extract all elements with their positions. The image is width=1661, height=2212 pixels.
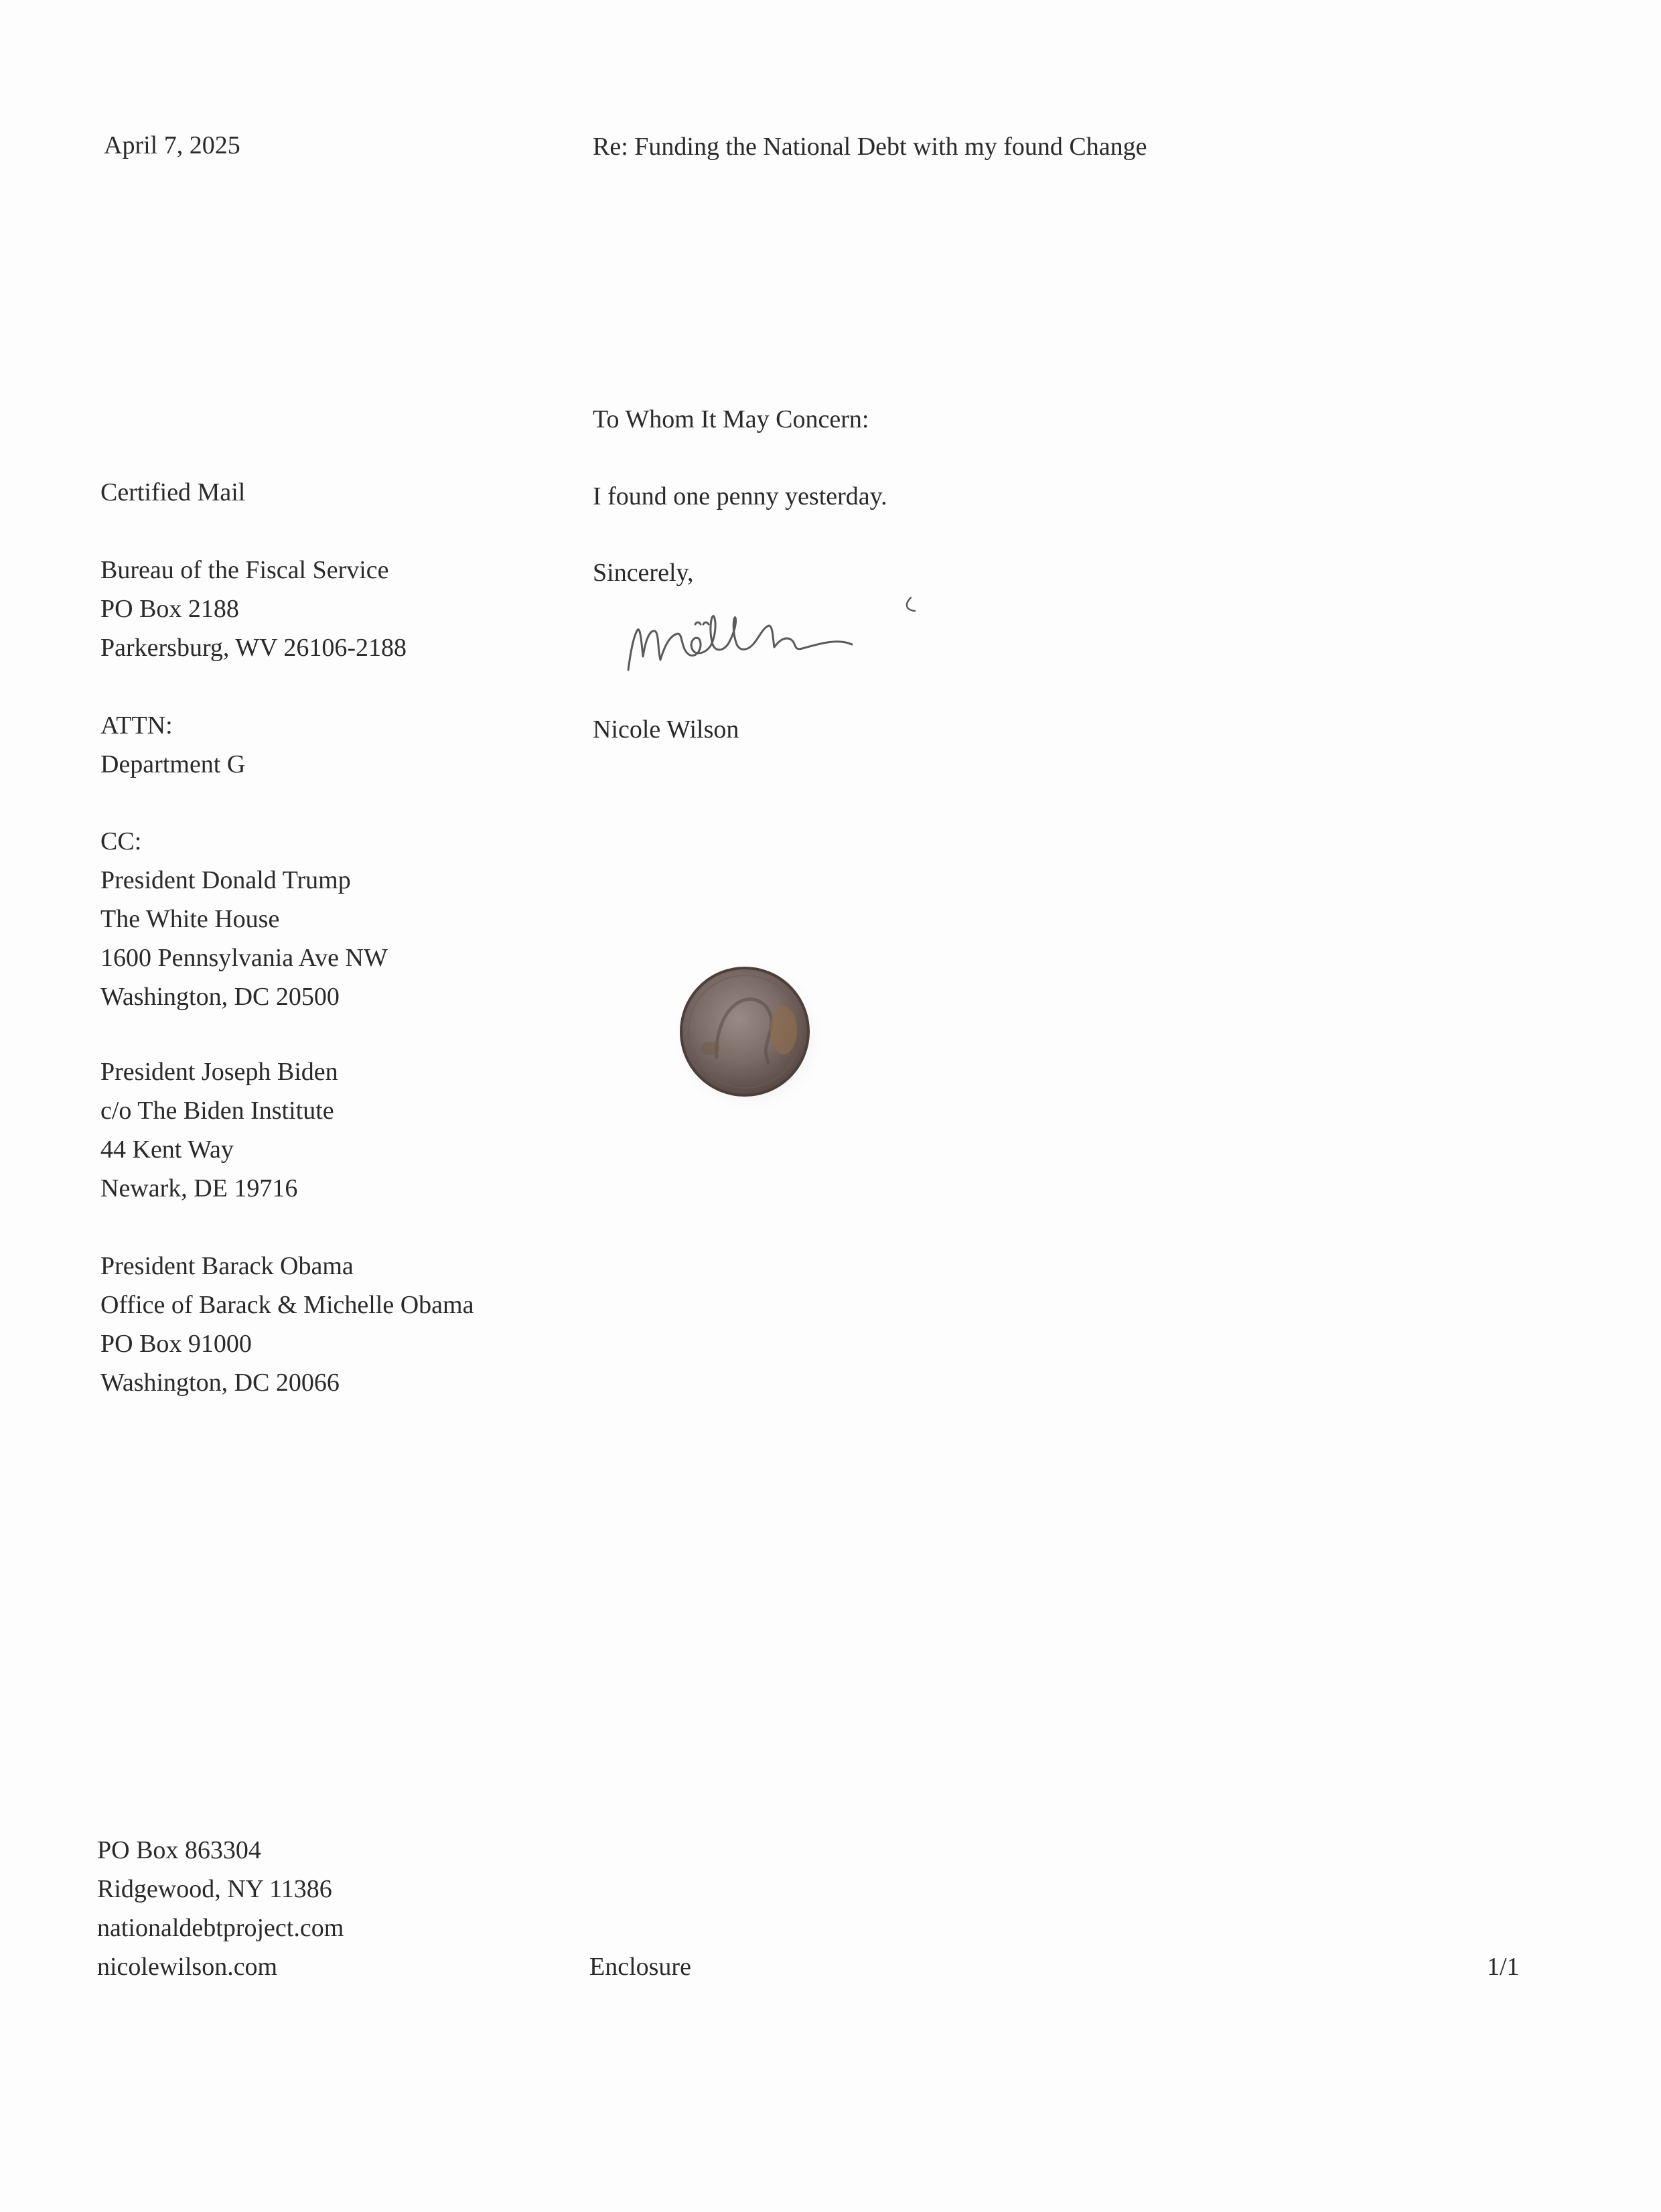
closing: Sincerely, [593, 559, 694, 587]
address-line: President Donald Trump [100, 866, 351, 894]
address-line: PO Box 2188 [100, 595, 239, 623]
address-line: 44 Kent Way [100, 1135, 234, 1164]
penny-image [663, 951, 830, 1119]
address-line: Bureau of the Fiscal Service [100, 556, 389, 584]
cc-recipient [100, 1247, 474, 1402]
address-line: c/o The Biden Institute [100, 1097, 334, 1125]
website-line: nationaldebtproject.com [97, 1914, 344, 1942]
address-line: Washington, DC 20500 [100, 983, 340, 1011]
delivery-method: Certified Mail [100, 478, 246, 506]
address-line: Office of Barack & Michelle Obama [100, 1291, 474, 1319]
page-number: 1/1 [1487, 1953, 1520, 1981]
address-line: PO Box 91000 [100, 1330, 252, 1358]
signer-name: Nicole Wilson [593, 715, 739, 744]
address-line: Newark, DE 19716 [100, 1174, 298, 1202]
signature-icon [616, 583, 938, 690]
address-line: 1600 Pennsylvania Ave NW [100, 944, 388, 972]
address-line: Ridgewood, NY 11386 [97, 1875, 332, 1903]
attention-label: ATTN: [100, 711, 173, 740]
salutation: To Whom It May Concern: [593, 405, 869, 433]
sender-address [97, 1831, 344, 1986]
address-line: Washington, DC 20066 [100, 1369, 340, 1397]
enclosure-note: Enclosure [589, 1953, 691, 1981]
address-line: PO Box 863304 [97, 1836, 261, 1864]
website-line: nicolewilson.com [97, 1953, 278, 1981]
address-line: President Joseph Biden [100, 1058, 338, 1086]
address-line: The White House [100, 905, 280, 933]
letter-date: April 7, 2025 [104, 131, 240, 159]
attention-block [100, 706, 245, 784]
address-line: President Barack Obama [100, 1252, 354, 1280]
address-line: Parkersburg, WV 26106-2188 [100, 634, 407, 662]
recipient-address [100, 551, 407, 667]
cc-label: CC: [100, 827, 142, 855]
letter-subject: Re: Funding the National Debt with my found Change [593, 133, 1147, 161]
cc-recipient [100, 822, 388, 1016]
cc-recipient [100, 1052, 338, 1208]
letter-body: I found one penny yesterday. [593, 482, 887, 510]
attention-department: Department G [100, 750, 246, 778]
